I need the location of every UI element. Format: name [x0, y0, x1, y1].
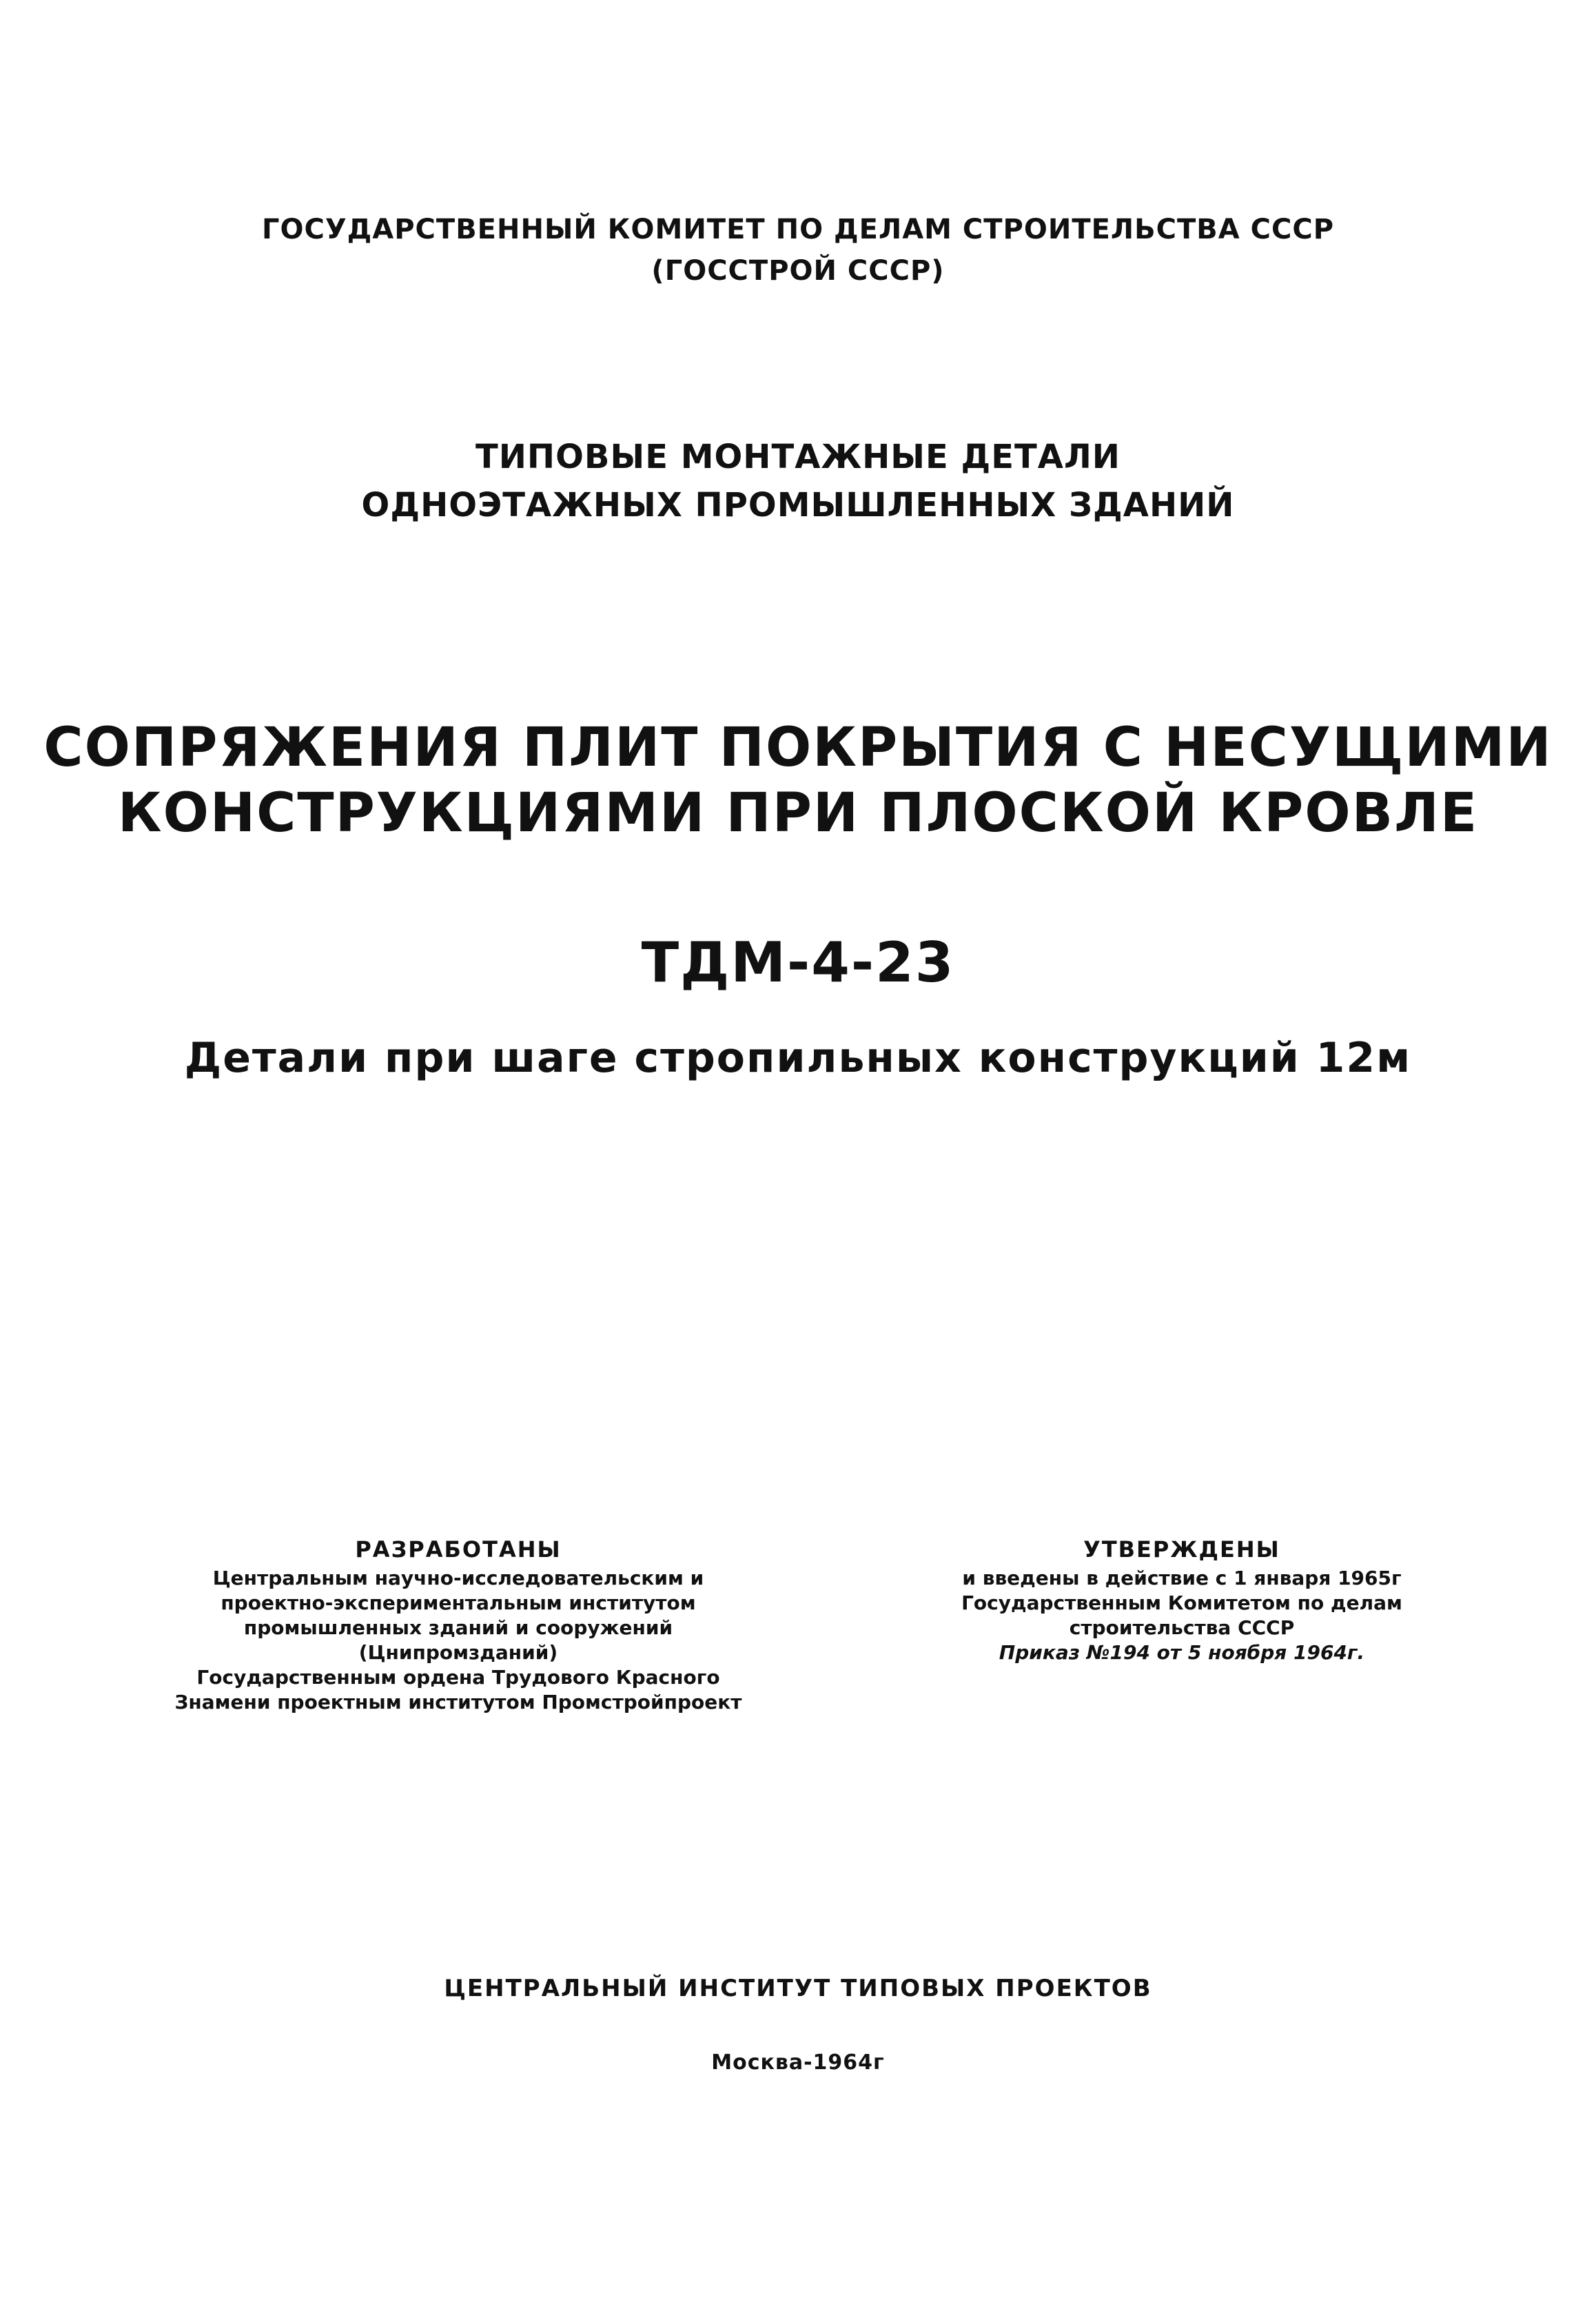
developed-line: Знамени проектным институтом Промстройпроект [174, 1691, 742, 1713]
series-title-line1: ТИПОВЫЕ МОНТАЖНЫЕ ДЕТАЛИ [475, 438, 1121, 476]
approved-line: строительства СССР [1069, 1616, 1295, 1639]
main-title-line2: КОНСТРУКЦИЯМИ ПРИ ПЛОСКОЙ КРОВЛЕ [117, 782, 1479, 844]
approved-block [861, 1537, 1502, 1665]
developed-by-block [138, 1537, 779, 1715]
series-title-line2: ОДНОЭТАЖНЫХ ПРОМЫШЛЕННЫХ ЗДАНИЙ [361, 486, 1235, 525]
approved-heading: УТВЕРЖДЕНЫ [1083, 1536, 1280, 1563]
developed-line: (Цнипромзданий) [358, 1641, 558, 1664]
org-name-line2: (ГОССТРОЙ СССР) [651, 255, 945, 287]
org-name-line1: ГОСУДАРСТВЕННЫЙ КОМИТЕТ ПО ДЕЛАМ СТРОИТЕЛЬСТВА СССР [261, 214, 1335, 245]
approved-order-line: Приказ №194 от 5 ноября 1964г. [999, 1641, 1365, 1664]
document-code: ТДМ-4-23 [641, 930, 955, 995]
place-and-year: Москва-1964г [711, 2051, 885, 2075]
developed-heading: РАЗРАБОТАНЫ [355, 1536, 562, 1563]
approved-line: и введены в действие с 1 января 1965г [962, 1567, 1402, 1589]
approved-line: Государственным Комитетом по делам [961, 1591, 1402, 1614]
developed-line: Государственным ордена Трудового Красного [196, 1666, 720, 1689]
developed-line: промышленных зданий и сооружений [243, 1616, 673, 1639]
main-title-line1: СОПРЯЖЕНИЯ ПЛИТ ПОКРЫТИЯ С НЕСУЩИМИ [43, 717, 1553, 779]
document-subtitle: Детали при шаге стропильных конструкций 12м [184, 1034, 1412, 1082]
publisher-name: ЦЕНТРАЛЬНЫЙ ИНСТИТУТ ТИПОВЫХ ПРОЕКТОВ [444, 1975, 1152, 2002]
developed-line: Центральным научно-исследовательским и [212, 1567, 704, 1589]
developed-line: проектно-экспериментальным институтом [221, 1591, 696, 1614]
